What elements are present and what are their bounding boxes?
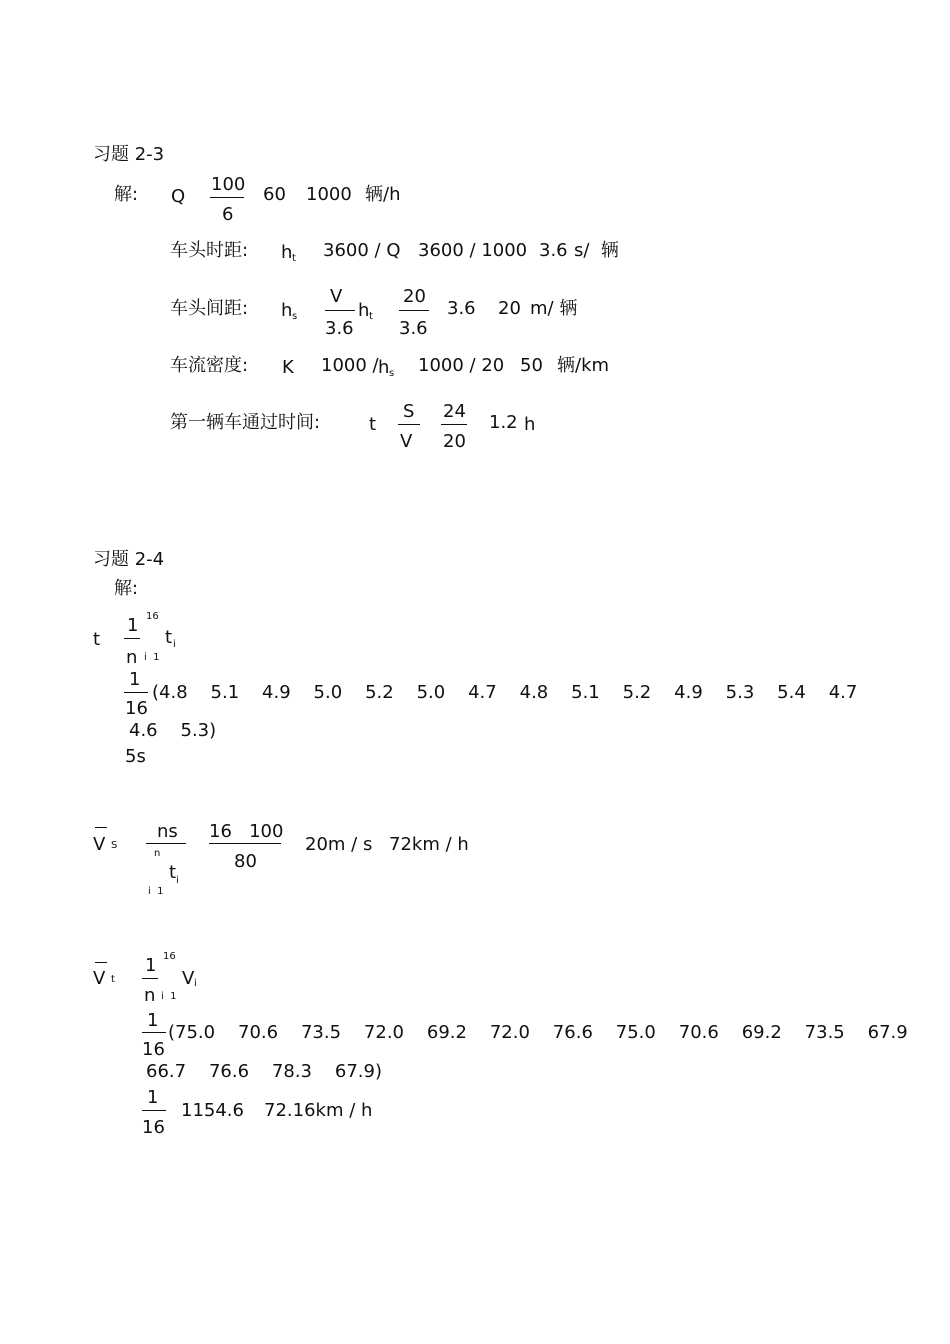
vt-term-sub: i [194,978,197,989]
vt-sum-sub: i 1 [161,991,177,1002]
hs-frac2-den: 3.6 [399,318,428,339]
q-unit: 辆/h [365,184,401,205]
vt-frac2-bar [142,1032,166,1033]
pass-time-unit: h [524,414,536,435]
hs-h-sub: t [369,311,373,322]
vt-frac3-bar [142,1110,166,1111]
tt-frac1-num: S [403,401,415,422]
vt-frac3-num: 1 [147,1087,159,1108]
vs-sum-sup: n [154,848,161,859]
hs-frac2-num: 20 [403,286,426,307]
density-h: h [378,357,390,378]
vt-symbol-sub: t [111,974,115,985]
hs-frac1-bar [325,310,355,311]
q-value-1: 60 [263,184,286,205]
vt-term: V [182,968,195,989]
solution-label: 解: [114,184,139,205]
q-frac-bar [210,197,244,198]
headway-time-value: 3.6 [539,240,568,261]
vs-sum-term-sub: i [176,875,179,886]
tavg-term: t [165,627,173,648]
tt-frac1-den: V [400,431,413,452]
tavg-frac-bar [124,638,140,639]
headway-time-sub: t [292,253,296,264]
hs-frac1-num: V [330,286,343,307]
density-expr-2: 1000 / 20 [418,355,505,376]
headway-space-symbol: h [281,300,293,321]
tavg-term-sub: i [173,639,176,650]
density-value: 50 [520,355,543,376]
hs-value-2: 20 [498,298,521,319]
tavg-frac-den: n [126,647,138,668]
hs-frac1-den: 3.6 [325,318,354,339]
hs-frac2-bar [399,310,429,311]
vt-frac2-num: 1 [147,1010,159,1031]
density-expr-1: 1000 / [321,355,379,376]
vs-overbar [95,827,107,828]
vs-sum-sub: i 1 [148,886,164,897]
vs-result-1: 20m / s [305,834,373,855]
headway-time-symbol: h [281,242,293,263]
q-frac-num: 100 [211,174,246,195]
exercise-2-4-title: 习题 2-4 [93,549,165,570]
headway-time-unit: s/ 辆 [574,240,619,261]
pass-time-symbol: t [369,414,377,435]
tt-frac2-bar [441,424,467,425]
vt-values-line-1: (75.0 70.6 73.5 72.0 69.2 72.0 76.6 75.0 70.6 69.2 73.5 67.9 [168,1022,908,1043]
vt-frac-num: 1 [145,955,157,976]
vs-result-2: 72km / h [389,834,469,855]
tt-frac1-bar [398,424,420,425]
q-value-2: 1000 [306,184,352,205]
tavg-symbol: t [93,629,101,650]
vt-frac3-den: 16 [142,1117,165,1138]
tavg-sum-sup: 16 [146,611,159,622]
vs-frac2-bar [209,843,281,844]
tavg-result: 5s [125,746,146,767]
hs-h: h [358,300,370,321]
density-symbol: K [282,357,294,378]
vs-frac-bar [146,843,186,844]
vt-result: 72.16km / h [264,1100,373,1121]
tt-frac2-den: 20 [443,431,466,452]
hs-value-1: 3.6 [447,298,476,319]
tavg-sum-sub: i 1 [144,652,160,663]
vs-frac2-den: 80 [234,851,257,872]
hs-unit: m/ 辆 [530,298,578,319]
tavg-values-line-2: 4.6 5.3) [129,720,217,741]
headway-time-expr-2: 3600 / 1000 [418,240,528,261]
vs-symbol: V [93,834,106,855]
headway-space-sub: s [292,311,298,322]
vt-sum-value: 1154.6 [181,1100,244,1121]
pass-time-value: 1.2 [489,412,518,433]
q-symbol: Q [171,186,186,207]
vt-values-line-2: 66.7 76.6 78.3 67.9) [146,1061,382,1082]
vt-sum-sup: 16 [163,951,176,962]
vs-frac2-num: 16 100 [209,821,284,842]
tavg-frac2-bar [124,692,148,693]
headway-space-label: 车头间距: [170,298,249,319]
density-h-sub: s [389,368,395,379]
vt-overbar [95,962,107,963]
density-unit: 辆/km [557,355,610,376]
density-label: 车流密度: [170,355,249,376]
headway-time-expr-1: 3600 / Q [323,240,401,261]
tavg-frac2-den: 16 [125,698,148,719]
vt-frac2-den: 16 [142,1039,165,1060]
vt-frac-den: n [144,985,156,1006]
tavg-values-line-1: (4.8 5.1 4.9 5.0 5.2 5.0 4.7 4.8 5.1 5.2 4.9 5.3 5.4 4.7 [152,682,858,703]
vt-frac-bar [142,978,158,979]
headway-time-label: 车头时距: [170,240,249,261]
tavg-frac-num: 1 [127,615,139,636]
vs-frac-num: ns [157,821,178,842]
exercise-2-3-title: 习题 2-3 [93,144,165,165]
vs-sum-term: t [169,862,177,883]
q-frac-den: 6 [222,204,234,225]
solution-label-2: 解: [114,578,139,599]
vt-symbol: V [93,968,106,989]
pass-time-label: 第一辆车通过时间: [170,412,321,433]
tavg-frac2-num: 1 [129,669,141,690]
tt-frac2-num: 24 [443,401,466,422]
vs-symbol-sub: S [111,840,118,851]
